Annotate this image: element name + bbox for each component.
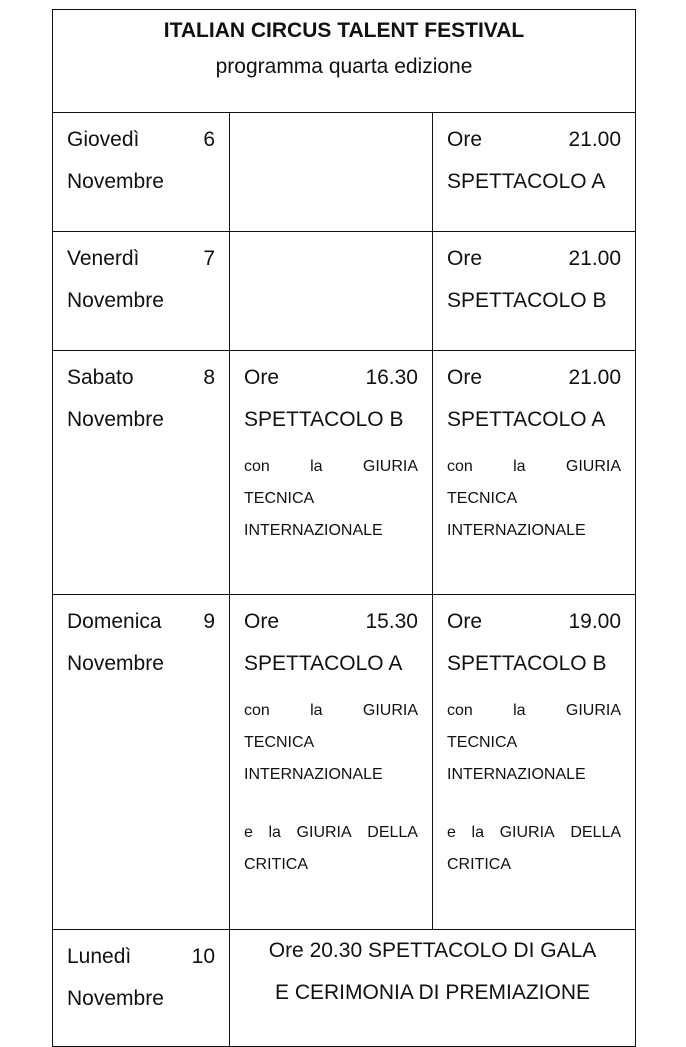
jury-note [244,695,418,791]
jury-word: la [513,458,526,475]
critics-note [244,817,418,881]
day-number: 6 [203,128,215,151]
month-name: Novembre [67,408,164,431]
festival-subtitle: programma quarta edizione [215,55,473,78]
date-cell [53,351,230,595]
show-time: 16.30 [365,366,418,389]
jury-note [447,695,621,791]
ore-label: Ore [447,128,483,151]
jury-line: INTERNAZIONALE [244,522,383,539]
jury-line: TECNICA [244,734,315,751]
critics-word: e [447,824,456,841]
date-cell [53,930,230,1047]
afternoon-cell [230,113,433,232]
jury-note [244,451,418,547]
gala-cell [230,930,636,1047]
month-name: Novembre [67,170,164,193]
critics-word: GIURIA [296,824,352,841]
date-cell [53,232,230,351]
ore-label: Ore [244,610,280,633]
critics-word: GIURIA [499,824,555,841]
show-name: SPETTACOLO B [244,408,404,431]
ore-label: Ore [447,366,483,389]
critics-word: DELLA [367,824,418,841]
schedule-row [53,930,636,1047]
jury-word: la [513,702,526,719]
month-name: Novembre [67,289,164,312]
day-name: Sabato [67,366,134,389]
jury-line: INTERNAZIONALE [447,766,586,783]
festival-title: ITALIAN CIRCUS TALENT FESTIVAL [163,19,525,42]
jury-word: GIURIA [565,702,622,719]
ore-label: Ore [447,247,483,270]
show-time: 21.00 [568,128,622,151]
show-time: 15.30 [365,610,418,633]
schedule-row [53,232,636,351]
evening-cell [433,113,636,232]
show-name: SPETTACOLO A [447,408,606,431]
day-name: Domenica [67,610,162,633]
afternoon-cell [230,232,433,351]
show-name: SPETTACOLO A [447,170,606,193]
evening-cell [433,351,636,595]
gala-line-2: E CERIMONIA DI PREMIAZIONE [274,981,591,1004]
schedule-row [53,351,636,595]
critics-note [447,817,621,881]
jury-word: la [310,702,323,719]
critics-line: CRITICA [447,856,511,873]
jury-word: con [244,458,270,475]
gala-line-1: Ore 20.30 SPETTACOLO DI GALA [268,939,597,962]
jury-line: INTERNAZIONALE [447,522,586,539]
day-name: Giovedì [67,128,140,151]
schedule-row [53,113,636,232]
evening-cell [433,595,636,930]
show-time: 19.00 [568,610,622,633]
critics-word: la [268,824,281,841]
month-name: Novembre [67,987,164,1010]
day-number: 7 [203,247,215,270]
header-cell [53,10,636,113]
schedule-row [53,595,636,930]
day-number: 10 [191,945,215,968]
critics-word: la [471,824,484,841]
date-cell [53,113,230,232]
ore-label: Ore [447,610,483,633]
critics-word: e [244,824,253,841]
critics-line: CRITICA [244,856,308,873]
month-name: Novembre [67,652,164,675]
jury-word: GIURIA [362,458,418,475]
jury-word: con [244,702,270,719]
show-name: SPETTACOLO B [447,289,607,312]
day-name: Venerdì [67,247,140,270]
jury-note [447,451,621,547]
jury-line: INTERNAZIONALE [244,766,383,783]
day-number: 8 [203,366,215,389]
show-name: SPETTACOLO A [244,652,403,675]
jury-line: TECNICA [244,490,315,507]
schedule-table [52,9,636,1047]
jury-word: GIURIA [565,458,622,475]
afternoon-cell [230,351,433,595]
show-name: SPETTACOLO B [447,652,607,675]
day-name: Lunedì [67,945,132,968]
jury-line: TECNICA [447,734,518,751]
jury-word: con [447,702,473,719]
ore-label: Ore [244,366,280,389]
show-time: 21.00 [568,247,622,270]
jury-word: la [310,458,323,475]
jury-line: TECNICA [447,490,518,507]
jury-word: GIURIA [362,702,418,719]
evening-cell [433,232,636,351]
show-time: 21.00 [568,366,622,389]
afternoon-cell [230,595,433,930]
date-cell [53,595,230,930]
critics-word: DELLA [570,824,622,841]
day-number: 9 [203,610,215,633]
jury-word: con [447,458,473,475]
